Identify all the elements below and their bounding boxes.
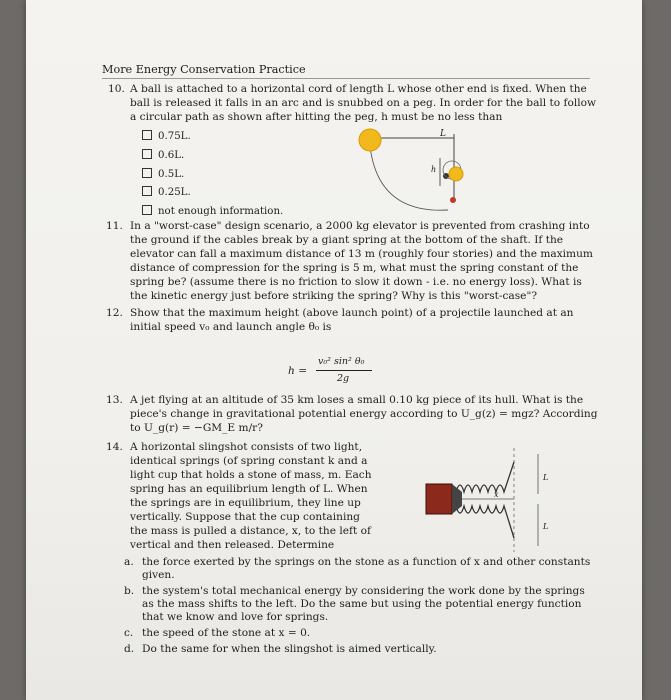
- q14-number: 14.: [106, 441, 123, 453]
- q10-line: A ball is attached to a horizontal cord of length L whose other end is fixed. When the: [130, 83, 587, 95]
- q14-line: vertical and then released. Determine: [130, 539, 335, 551]
- q14-part-line: Do the same for when the slingshot is aimed vertically.: [142, 643, 437, 655]
- q10-option[interactable]: not enough information.: [142, 205, 283, 217]
- checkbox[interactable]: [142, 149, 152, 159]
- q14-part-line: that we know and love for springs.: [142, 611, 329, 623]
- ball-start: [359, 129, 381, 151]
- q11-line: distance of compression for the spring is 5 m, what must the spring constant of the: [130, 262, 579, 274]
- q10-option[interactable]: 0.6L.: [142, 149, 184, 161]
- fig14-label-L-top: L: [543, 473, 549, 482]
- q11-line: spring be? (assume there is no friction to slow it down - i.e. no energy loss). What is: [130, 276, 582, 288]
- q10-line: a circular path as shown after hitting the peg, h must be no less than: [130, 111, 503, 123]
- ball-peg: [449, 167, 463, 181]
- slingshot-figure: [396, 448, 549, 552]
- fig14-label-L-bottom: L: [543, 522, 549, 531]
- q13-line: piece's change in gravitational potential energy according to U_g(z) = mgz? According: [130, 408, 598, 420]
- q14-line: vertically. Suppose that the cup containing: [130, 511, 360, 523]
- q14-part-label: d.: [124, 643, 135, 655]
- fig14-label-x: x: [494, 490, 499, 499]
- checkbox[interactable]: [142, 168, 152, 178]
- arc-path: [370, 146, 448, 210]
- fraction-bar: [316, 370, 372, 371]
- peg-dot: [450, 197, 456, 203]
- q10-number: 10.: [108, 83, 125, 95]
- formula-denominator: 2g: [337, 373, 350, 384]
- q14-part-line: the force exerted by the springs on the stone as a function of x and other constants: [142, 556, 591, 568]
- q14-line: identical springs (of spring constant k and a: [130, 455, 368, 467]
- q11-number: 11.: [106, 220, 123, 232]
- pendulum-figure: [348, 124, 468, 220]
- q14-part-line: the system's total mechanical energy by considering the work done by the springs: [142, 585, 585, 597]
- q14-part-label: c.: [124, 627, 134, 639]
- q14-line: A horizontal slingshot consists of two light,: [130, 441, 363, 453]
- checkbox[interactable]: [142, 130, 152, 140]
- q12-line: Show that the maximum height (above launch point) of a projectile launched at an: [130, 307, 574, 319]
- q13-line: to U_g(r) = −GM_E m/r?: [130, 422, 263, 434]
- worksheet-page: [26, 0, 642, 700]
- page-heading: More Energy Conservation Practice: [102, 63, 306, 76]
- q11-line: the kinetic energy just before striking the spring? Why is this "worst-case"?: [130, 290, 537, 302]
- q12-line: initial speed v₀ and launch angle θ₀ is: [130, 321, 332, 333]
- heading-divider: [102, 78, 590, 79]
- q14-line: light cup that holds a stone of mass, m. Each: [130, 469, 372, 481]
- q14-part-line: the speed of the stone at x = 0.: [142, 627, 311, 639]
- checkbox[interactable]: [142, 186, 152, 196]
- q10-option[interactable]: 0.25L.: [142, 186, 191, 198]
- formula-lhs: h =: [288, 365, 308, 377]
- q14-part-label: b.: [124, 585, 135, 597]
- stone: [426, 484, 452, 514]
- q10-line: ball is released it falls in an arc and is snubbed on a peg. In order for the ball to follow: [130, 97, 597, 109]
- q12-number: 12.: [106, 307, 123, 319]
- q13-line: A jet flying at an altitude of 35 km loses a small 0.10 kg piece of its hull. What is the: [130, 394, 584, 406]
- q14-line: the springs are in equilibrium, they line up: [130, 497, 361, 509]
- fig10-label-h: h: [431, 165, 437, 174]
- q11-line: In a "worst-case" design scenario, a 2000 kg elevator is prevented from crashing into: [130, 220, 590, 232]
- q14-part-line: given.: [142, 569, 175, 581]
- checkbox[interactable]: [142, 205, 152, 215]
- q10-option[interactable]: 0.5L.: [142, 168, 184, 180]
- q14-part-label: a.: [124, 556, 134, 568]
- cup: [452, 484, 462, 514]
- q11-line: the ground if the cables break by a giant spring at the bottom of the shaft. If the: [130, 234, 564, 246]
- fig10-label-L: L: [440, 129, 446, 139]
- upper-spring: [456, 462, 514, 492]
- q10-option[interactable]: 0.75L.: [142, 130, 191, 142]
- q13-number: 13.: [106, 394, 123, 406]
- q11-line: elevator can fall a maximum distance of 13 m (roughly four stories) and the maximum: [130, 248, 593, 260]
- q14-line: spring has an equilibrium length of L. When: [130, 483, 368, 495]
- q14-line: the mass is pulled a distance, x, to the left of: [130, 525, 371, 537]
- formula-numerator: v₀² sin² θ₀: [318, 356, 365, 367]
- lower-spring: [456, 506, 514, 538]
- q14-part-line: as the mass shifts to the left. Do the same but using the potential energy function: [142, 598, 582, 610]
